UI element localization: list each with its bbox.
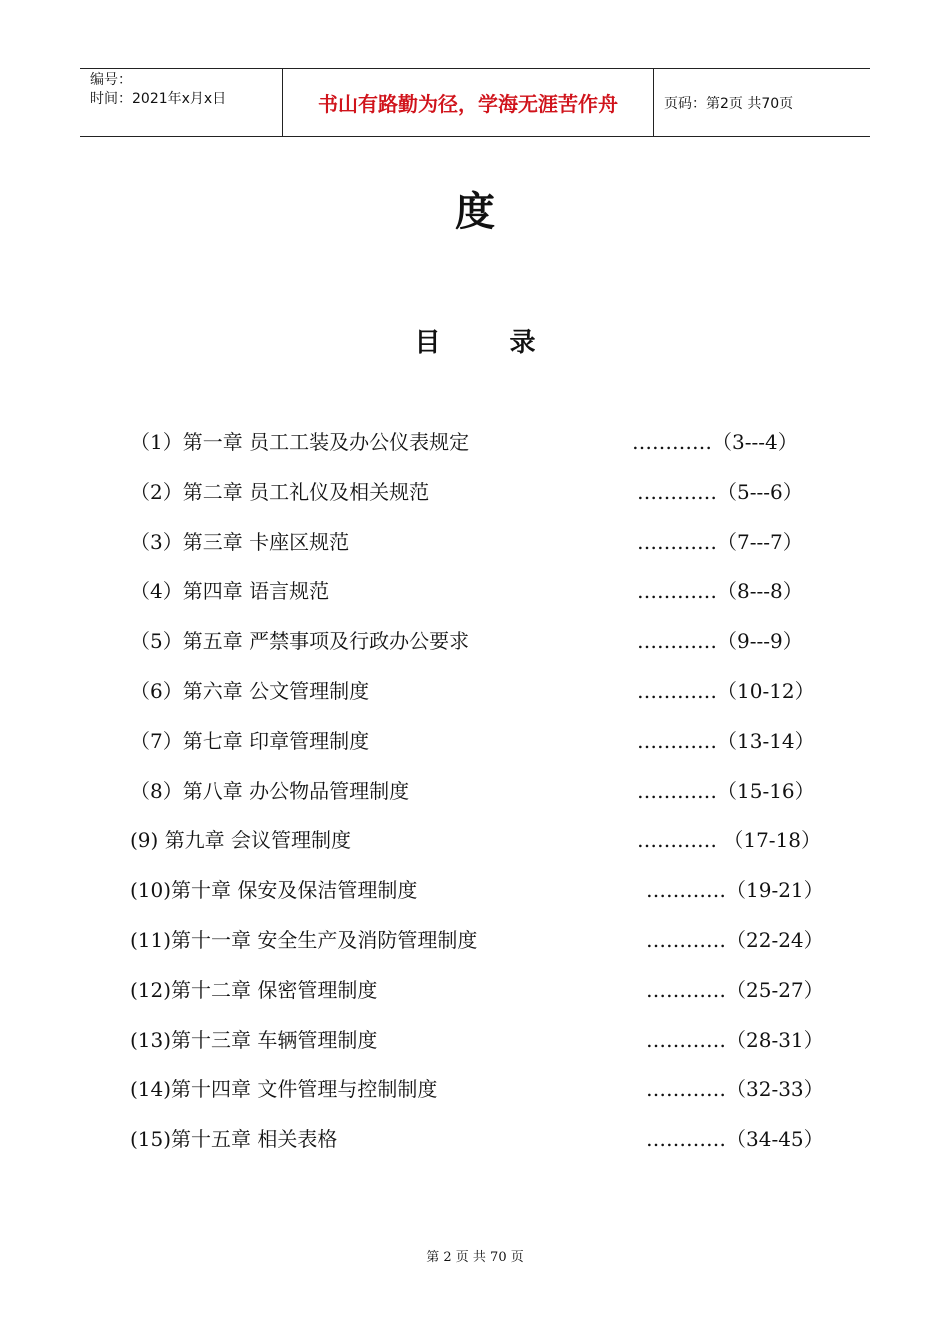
page-footer: 第 2 页 共 70 页 [426, 1250, 524, 1265]
toc-heading: 目 录 [414, 328, 566, 358]
toc-entry-label: （5）第五章 严禁事项及行政办公要求 [130, 629, 470, 654]
toc-entry-label: (10)第十章 保安及保洁管理制度 [130, 878, 418, 903]
toc-entry-label: （2）第二章 员工礼仪及相关规范 [130, 479, 430, 504]
toc-entry-label: (13)第十三章 车辆管理制度 [130, 1027, 378, 1052]
toc-entry-pages: …………（19-21） [646, 878, 824, 903]
toc-entry[interactable] [130, 522, 850, 572]
toc-entry-label: （6）第六章 公文管理制度 [130, 678, 370, 703]
toc-entry-pages: …………（13-14） [637, 728, 815, 753]
toc-entry-label: （3）第三章 卡座区规范 [130, 529, 350, 554]
toc-entry-pages: …………（28-31） [646, 1027, 824, 1052]
toc-entry[interactable] [130, 571, 850, 621]
toc-entry-pages: …………（34-45） [646, 1127, 824, 1152]
header-motto-cell [282, 69, 654, 136]
toc-entry-pages: …………（9---9） [637, 629, 803, 654]
toc-entry-label: (14)第十四章 文件管理与控制制度 [130, 1077, 438, 1102]
toc-entry-pages: ………… （17-18） [637, 828, 822, 853]
toc-entry-pages: …………（7---7） [637, 529, 803, 554]
toc-entry-label: (11)第十一章 安全生产及消防管理制度 [130, 927, 478, 952]
header-page-info: 页码：第2页 共70页 [664, 95, 794, 112]
toc-entry[interactable] [130, 472, 850, 522]
toc-entry-pages: …………（32-33） [646, 1077, 824, 1102]
document-number-label: 编号： [90, 72, 132, 88]
toc-entry-pages: …………（22-24） [646, 927, 824, 952]
toc-entry[interactable] [130, 1069, 850, 1119]
toc-entry[interactable] [130, 1119, 850, 1169]
table-of-contents [130, 422, 850, 1169]
toc-entry-label: （1）第一章 员工工装及办公仪表规定 [130, 430, 470, 454]
toc-entry[interactable] [130, 422, 850, 472]
toc-entry-pages: …………（3---4） [632, 430, 798, 454]
toc-entry-pages: …………（8---8） [637, 579, 803, 604]
header-motto: 书山有路勤为径，学海无涯苦作舟 [318, 92, 618, 116]
toc-entry[interactable] [130, 920, 850, 970]
toc-entry-label: (12)第十二章 保密管理制度 [130, 977, 378, 1002]
toc-entry[interactable] [130, 970, 850, 1020]
toc-entry-pages: …………（10-12） [637, 678, 815, 703]
page-header [80, 68, 870, 137]
toc-entry[interactable] [130, 820, 850, 870]
toc-entry-pages: …………（25-27） [646, 977, 824, 1002]
toc-entry-label: （8）第八章 办公物品管理制度 [130, 778, 410, 803]
toc-entry[interactable] [130, 721, 850, 771]
toc-entry-label: (15)第十五章 相关表格 [130, 1127, 338, 1152]
toc-entry-label: （7）第七章 印章管理制度 [130, 728, 370, 753]
header-meta [80, 69, 282, 136]
toc-entry[interactable] [130, 870, 850, 920]
toc-entry[interactable] [130, 771, 850, 821]
toc-entry-label: (9) 第九章 会议管理制度 [130, 828, 352, 853]
toc-entry[interactable] [130, 671, 850, 721]
toc-entry-label: （4）第四章 语言规范 [130, 579, 330, 604]
toc-entry-pages: …………（15-16） [637, 778, 815, 803]
toc-entry[interactable] [130, 621, 850, 671]
toc-entry[interactable] [130, 1020, 850, 1070]
document-date: 时间：2021年x月x日 [90, 91, 227, 107]
toc-entry-pages: …………（5---6） [637, 479, 803, 504]
document-title: 度 [455, 189, 495, 235]
header-page-info-cell [654, 69, 870, 136]
